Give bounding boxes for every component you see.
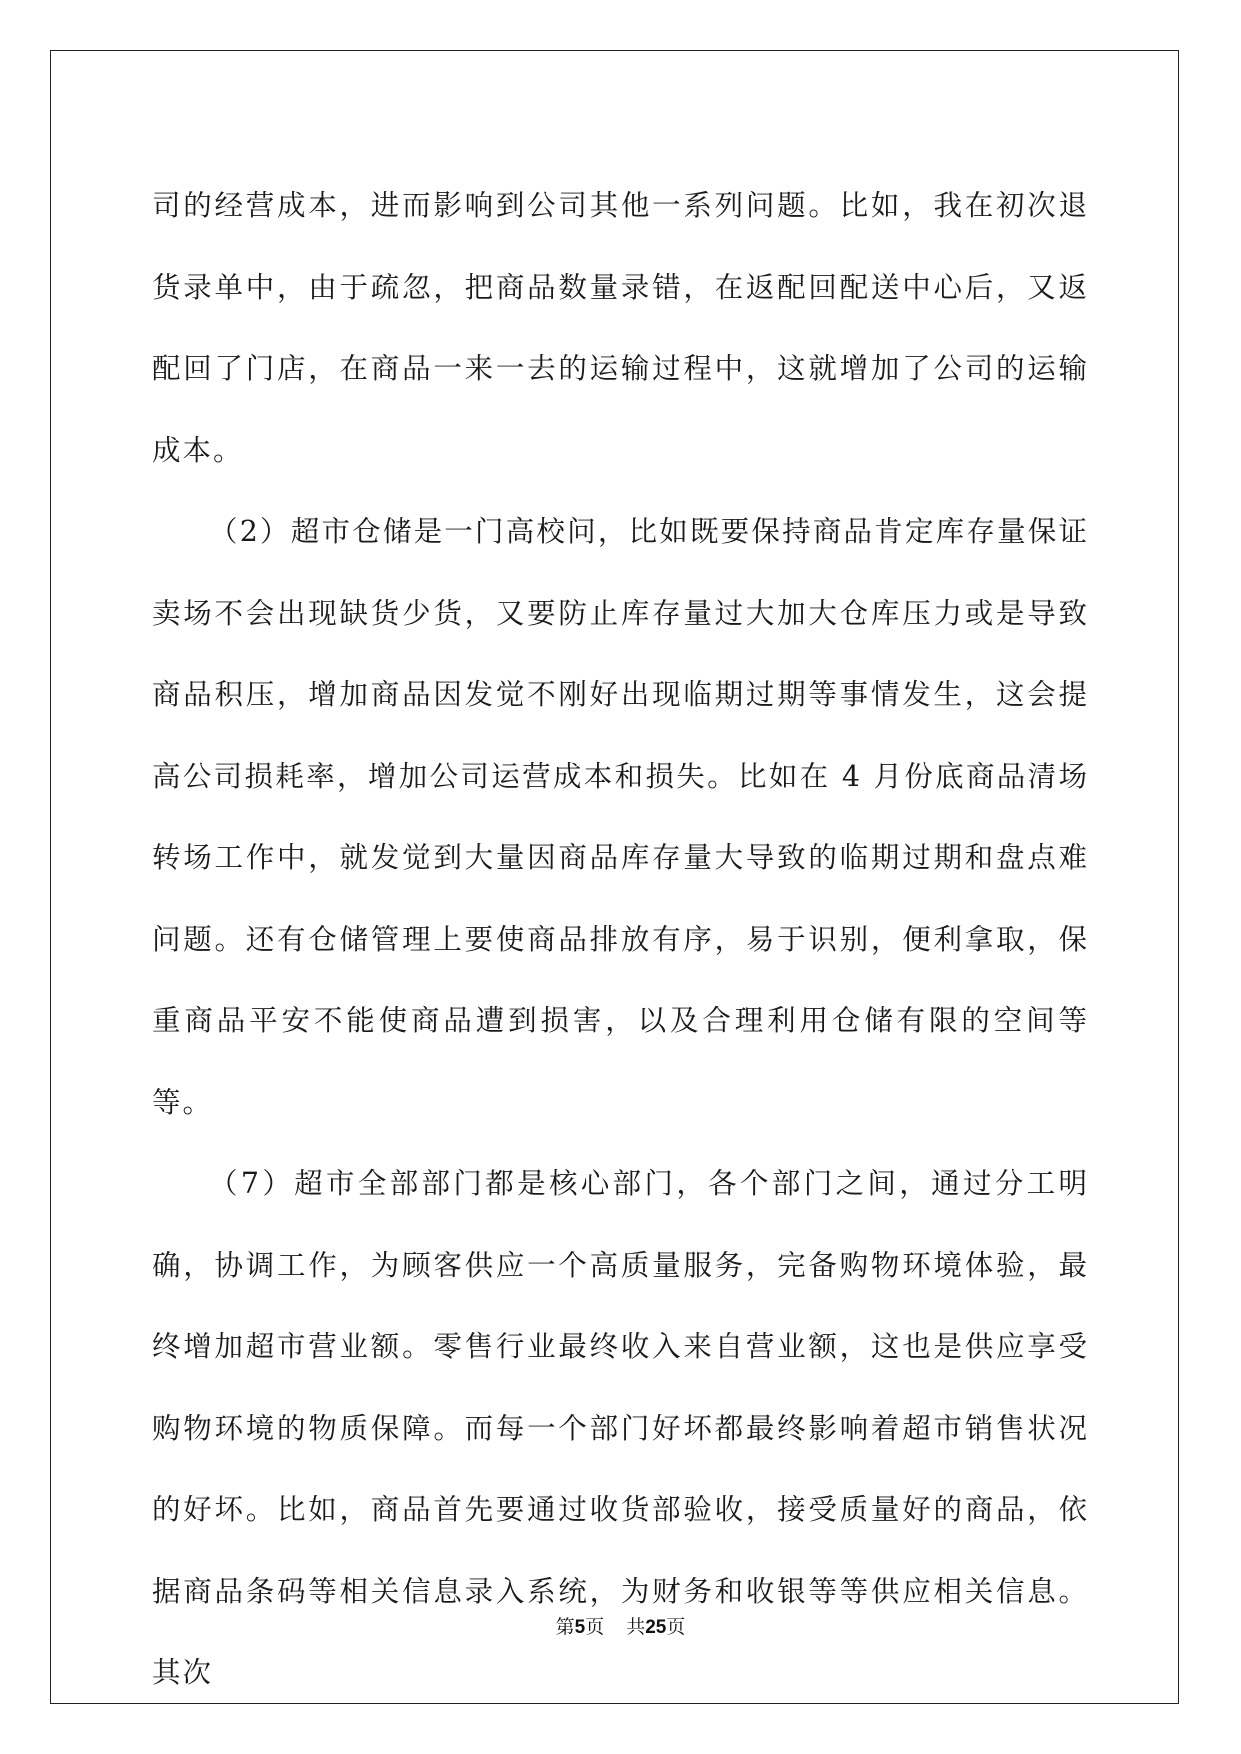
page-suffix: 页 (585, 1616, 605, 1638)
paragraph-item-2: （2）超市仓储是一门高校问，比如既要保持商品肯定库存量保证卖场不会出现缺货少货，又要防止库存量过大加大仓库压力或是导致商品积压，增加商品因发觉不刚好出现临期过期等事情发生，这会提高公司损耗率，增加公司运营成本和损失。比如在 4 月份底商品清场转场工作中，就发觉到大量因商品库存量大导致的临期过期和盘点难问题。还有仓储管理上要使商品排放有序，易于识别，便利拿取，保重商品平安不能使商品遭到损害，以及合理利用仓储有限的空间等等。 (152, 515, 1089, 1119)
page-footer (0, 1612, 1241, 1639)
paragraph-item-7: （7）超市全部部门都是核心部门，各个部门之间，通过分工明确，协调工作，为顾客供应一个高质量服务，完备购物环境体验，最终增加超市营业额。零售行业最终收入来自营业额，这也是供应享受购物环境的物质保障。而每一个部门好坏都最终影响着超市销售状况的好坏。比如，商品首先要通过收货部验收，接受质量好的商品，依据商品条码等相关信息录入系统，为财务和收银等等供应相关信息。其次 (152, 1167, 1089, 1689)
total-prefix: 共 (626, 1616, 646, 1638)
total-suffix: 页 (666, 1616, 686, 1638)
page-number: 5 (574, 1617, 586, 1638)
total-pages: 25 (645, 1617, 667, 1638)
page-prefix: 第 (555, 1616, 575, 1638)
paragraph-continued: 司的经营成本，进而影响到公司其他一系列问题。比如，我在初次退货录单中，由于疏忽，把商品数量录错，在返配回配送中心后，又返配回了门店，在商品一来一去的运输过程中，这就增加了公司的运输成本。 (152, 189, 1089, 467)
document-body (152, 165, 1089, 1714)
